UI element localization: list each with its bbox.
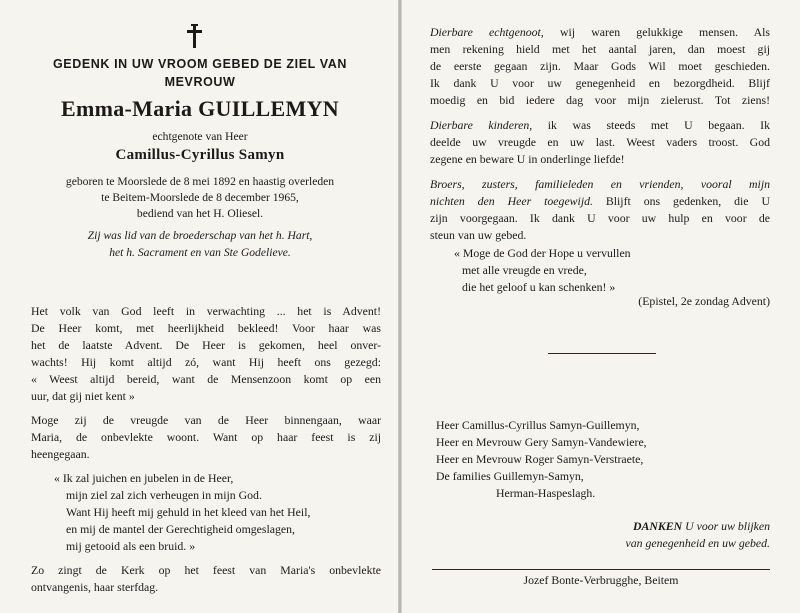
para1-line-2: De Heer komt, met heerlijkheid bekleed! Voor haar was	[31, 321, 381, 335]
printer-credit: Jozef Bonte-Verbrugghe, Beitem	[523, 573, 679, 587]
children-para-line-1	[430, 117, 770, 134]
prayer-line-2: met alle vreugde en vrede,	[462, 263, 587, 277]
spouse-para-line-5: moedig en bid iedere dag voor mijn zielerust. Tot ziens!	[430, 93, 770, 107]
spouse-para-line-1-rest: wij waren gelukkige mensen. Als	[543, 25, 770, 39]
para3-line-2: ontvangenis, haar sterfdag.	[31, 580, 159, 594]
family-para-line-2	[430, 193, 770, 210]
thanks-lead: DANKEN	[633, 519, 683, 533]
printer-divider	[432, 569, 770, 570]
para1-line-6: uur, dat gij niet kent »	[31, 389, 135, 403]
spouse-para-line-1	[430, 24, 770, 41]
family-name-4: De families Guillemyn-Samyn,	[436, 469, 584, 483]
quote-line-2: mijn ziel zal zich verheugen in mijn God.	[66, 488, 262, 502]
prayer-line-1: « Moge de God der Hope u vervullen	[454, 246, 631, 260]
life-line-1: geboren te Moorslede de 8 mei 1892 en haastig overleden	[65, 175, 335, 188]
spouse-para-lead: Dierbare echtgenoot,	[430, 25, 544, 39]
children-para-line-3: zegene en beware U in onderlinge liefde!	[430, 152, 625, 166]
quote-line-5: mij getooid als een bruid. »	[66, 539, 196, 553]
para2-line-3: heengegaan.	[31, 447, 90, 461]
family-name-5: Herman-Haspeslagh.	[496, 486, 596, 500]
spouse-para-line-3: de eerste gegaan zijn. Maar Gods Wil moet geschieden.	[430, 59, 770, 73]
para1-line-4: wachts! Hij komt altijd zó, want Hij heeft ons gezegd:	[31, 355, 381, 369]
section-divider	[548, 353, 656, 354]
prayer-source: (Epistel, 2e zondag Advent)	[638, 294, 770, 308]
family-para-line-1: Broers, zusters, familieleden en vrienden, vooral mijn	[430, 177, 770, 191]
right-page	[401, 0, 800, 613]
family-para-line-3: zijn voorgegaan. Ik dank U voor uw hulp en voor de	[430, 211, 770, 225]
brotherhood-line-2: het h. Sacrament en van Ste Godelieve.	[109, 246, 291, 259]
heading-line-2: MEVROUW	[164, 75, 236, 89]
family-name-2: Heer en Mevrouw Gery Samyn-Vandewiere,	[436, 435, 647, 449]
life-line-2: te Beitem-Moorslede de 8 december 1965,	[101, 191, 299, 204]
spouse-name: Camillus-Cyrillus Samyn	[115, 147, 285, 163]
quote-line-3: Want Hij heeft mij gehuld in het kleed van het Heil,	[66, 505, 311, 519]
para1-line-1: Het volk van God leeft in verwachting ... het is Advent!	[31, 304, 381, 318]
quote-line-4: en mij de mantel der Gerechtigheid omgeslagen,	[66, 522, 295, 536]
brotherhood-line-1: Zij was lid van de broederschap van het h. Hart,	[87, 229, 313, 242]
para1-line-3: het de laatste Advent. De Heer is gekomen, heel onver-	[31, 338, 381, 352]
children-para-line-1-rest: ik was steeds met U begaan. Ik	[532, 118, 771, 132]
deceased-name: Emma-Maria GUILLEMYN	[61, 96, 339, 121]
life-line-3: bediend van het H. Oliesel.	[136, 207, 264, 220]
thanks-line-1-rest: U voor uw blijken	[682, 519, 770, 533]
para1-line-5: « Weest altijd bereid, want de Mensenzoon komt op een	[31, 372, 381, 386]
cross-icon	[186, 24, 204, 48]
prayer-line-3: die het geloof u kan schenken! »	[462, 280, 616, 294]
quote-line-1: « Ik zal juichen en jubelen in de Heer,	[54, 471, 234, 485]
heading-line-1: GEDENK IN UW VROOM GEBED DE ZIEL VAN	[52, 57, 348, 71]
children-para-line-2: deelde uw vreugde en uw last. Weest vaders troost. God	[430, 135, 770, 149]
family-para-line-2-rest: Blijft ons gedenken, die U	[592, 194, 770, 208]
para2-line-2: Maria, de onbevlekte woont. Want op haar feest is zij	[31, 430, 381, 444]
family-para-lead-2: nichten den Heer toegewijd.	[430, 194, 593, 208]
family-para-line-4: steun van uw gebed.	[430, 228, 527, 242]
family-name-1: Heer Camillus-Cyrillus Samyn-Guillemyn,	[436, 418, 640, 432]
para2-line-1: Moge zij de vreugde van de Heer binnengaan, waar	[31, 413, 381, 427]
left-page	[0, 0, 399, 613]
thanks-line-1	[552, 518, 770, 535]
spouse-para-line-4: Ik dank U voor uw genegenheid en bezorgdheid. Blijf	[430, 76, 770, 90]
family-name-3: Heer en Mevrouw Roger Samyn-Verstraete,	[436, 452, 644, 466]
spouse-intro: echtgenote van Heer	[152, 130, 248, 143]
thanks-line-2: van genegenheid en uw gebed.	[625, 536, 770, 550]
children-para-lead: Dierbare kinderen,	[430, 118, 533, 132]
para3-line-1: Zo zingt de Kerk op het feest van Maria's onbevlekte	[31, 563, 381, 577]
spouse-para-line-2: men rekening hield met het aantal jaren, dan moest gij	[430, 42, 770, 56]
